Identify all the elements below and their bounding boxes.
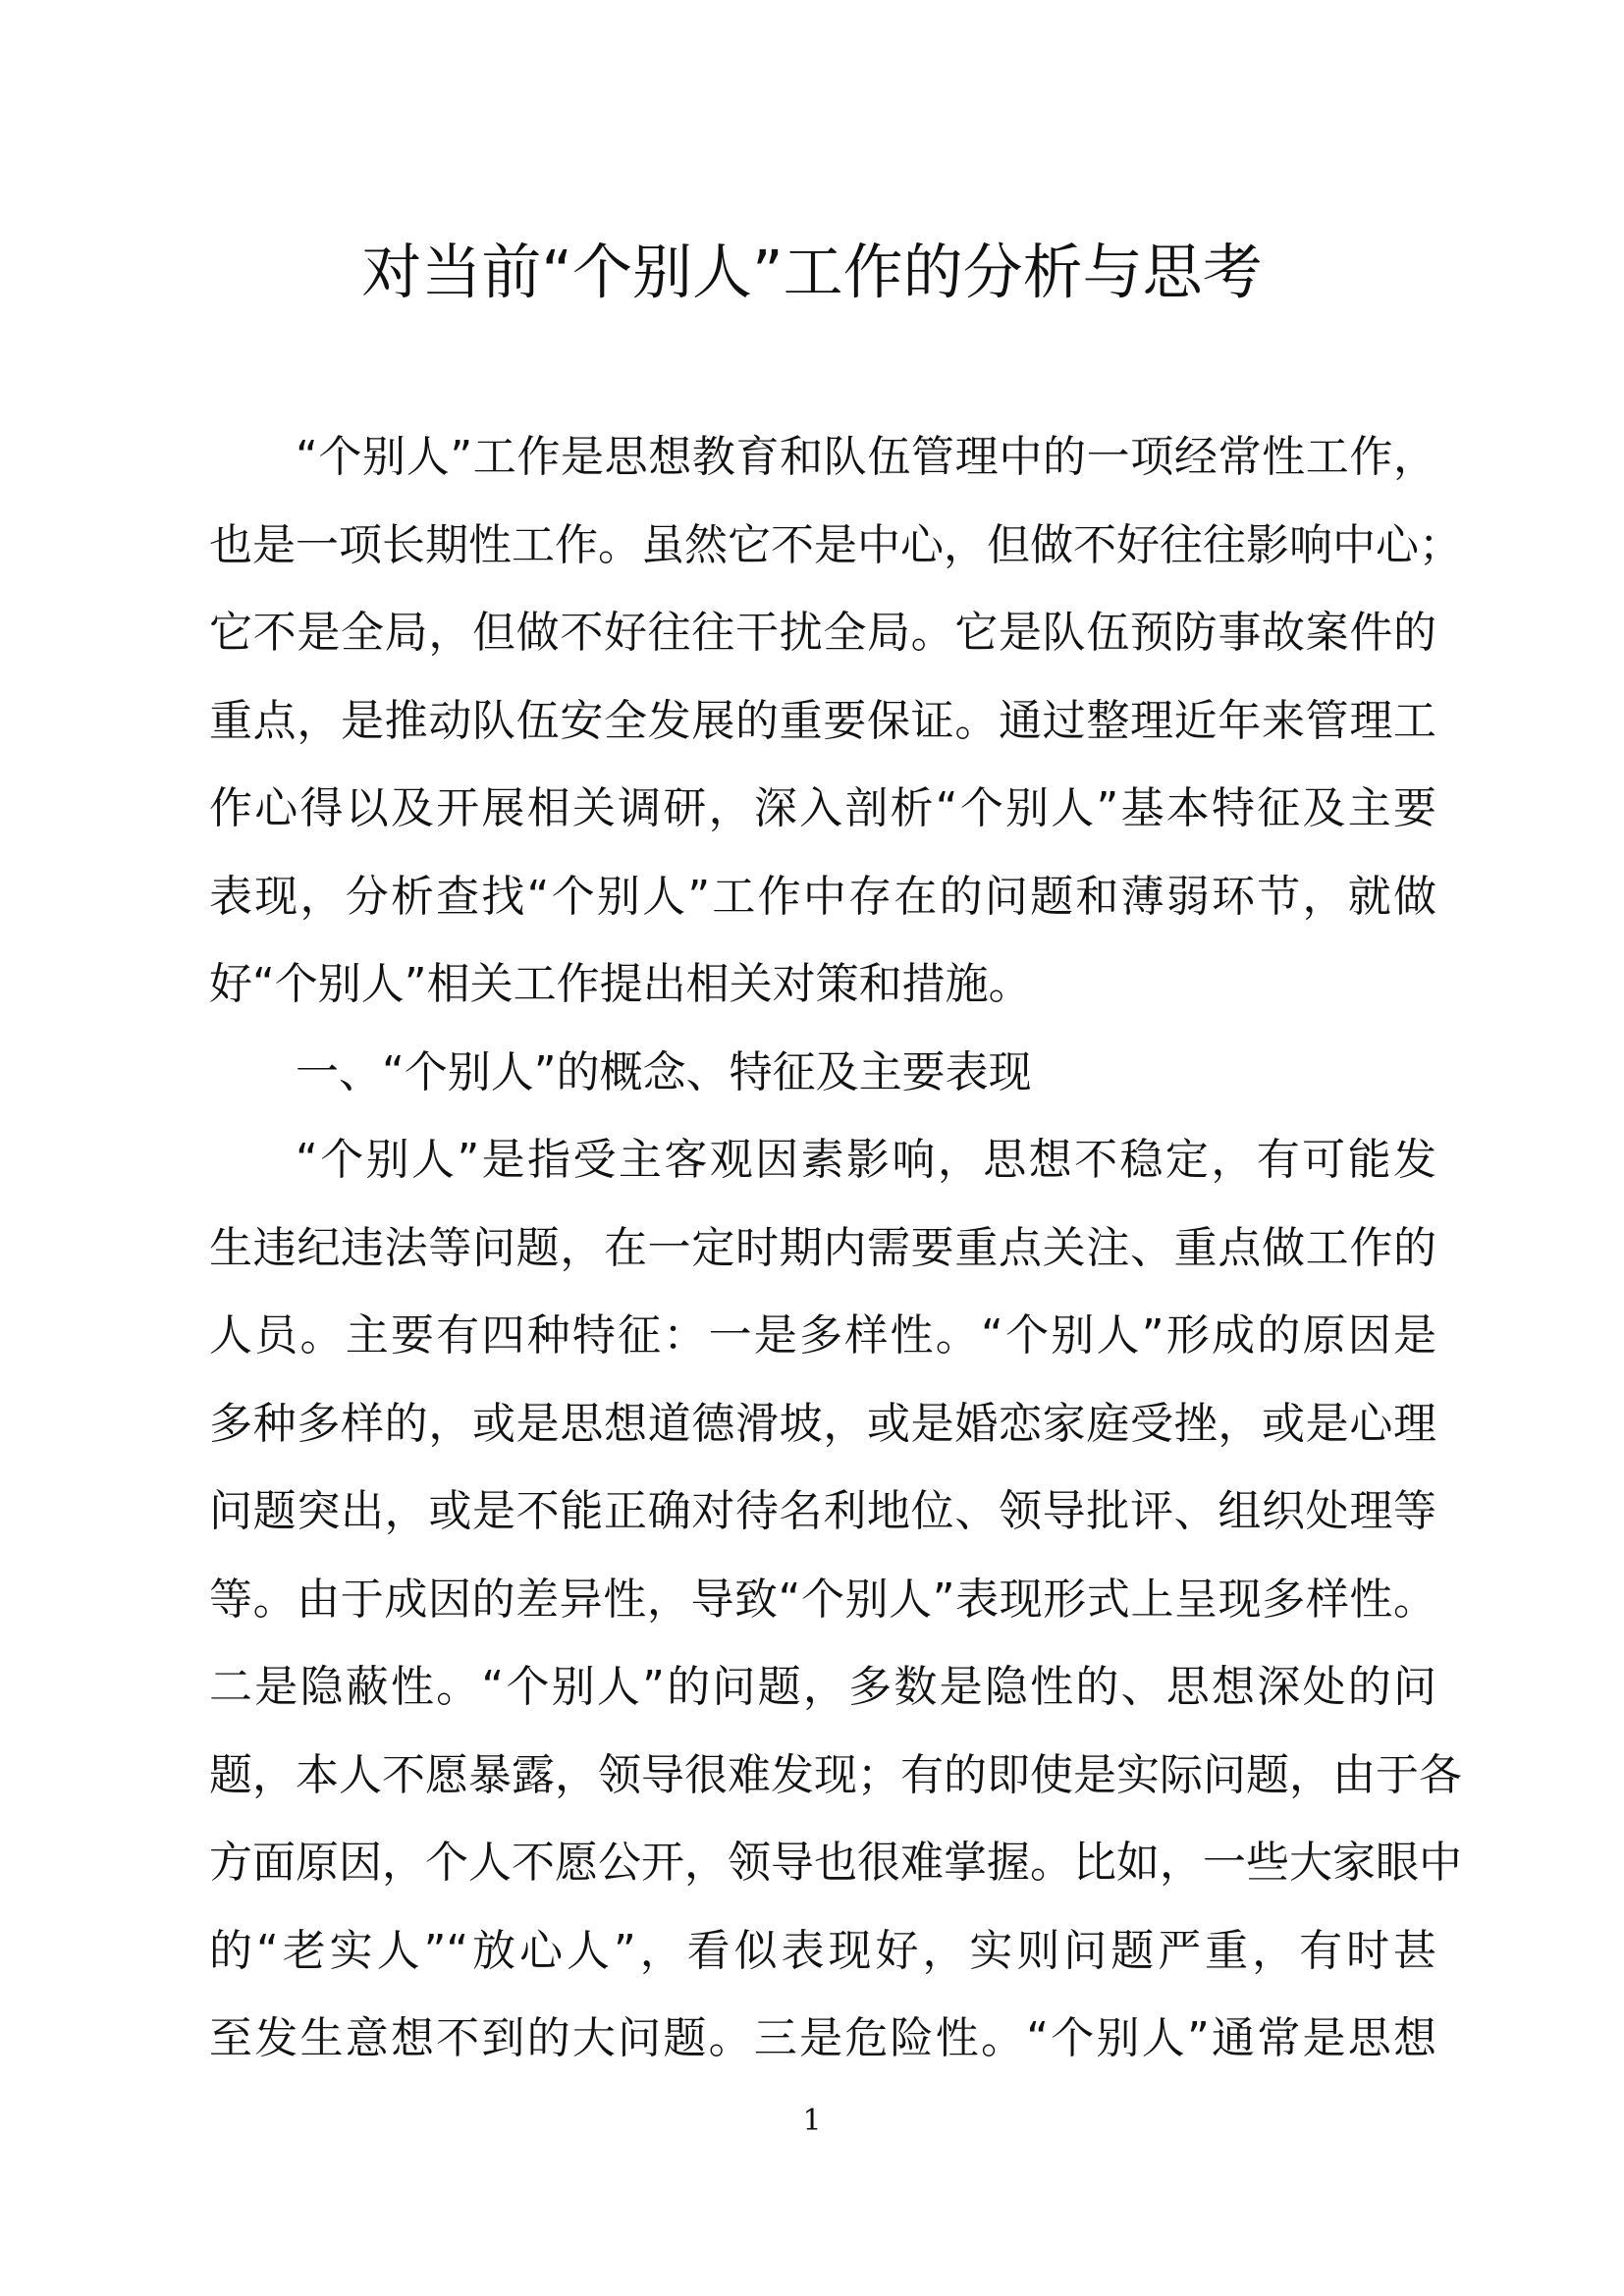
paragraph-2-line-3: 人员。主要有四种特征：一是多样性。“个别人”形成的原因是 (209, 1310, 1436, 1361)
paragraph-2-line-4: 多种多样的，或是思想道德滑坡，或是婚恋家庭受挫，或是心理 (209, 1398, 1436, 1449)
paragraph-1-line-2: 也是一项长期性工作。虽然它不是中心，但做不好往往影响中心； (209, 519, 1462, 570)
paragraph-2-line-1: “个别人”是指受主客观因素影响，思想不稳定，有可能发 (296, 1135, 1436, 1185)
paragraph-2-line-11: 至发生意想不到的大问题。三是危险性。“个别人”通常是思想 (209, 2013, 1436, 2063)
section-heading-1: 一、“个别人”的概念、特征及主要表现 (296, 1046, 1032, 1097)
document-body (209, 413, 1462, 2083)
page-number: 1 (802, 2104, 822, 2138)
paragraph-2-line-7: 二是隐蔽性。“个别人”的问题，多数是隐性的、思想深处的问 (209, 1662, 1436, 1712)
paragraph-1-line-4: 重点，是推动队伍安全发展的重要保证。通过整理近年来管理工 (209, 695, 1436, 746)
paragraph-2-line-9: 方面原因，个人不愿公开，领导也很难掌握。比如，一些大家眼中 (209, 1838, 1462, 1888)
paragraph-1-line-7: 好“个别人”相关工作提出相关对策和措施。 (209, 959, 1032, 1009)
paragraph-1-line-6: 表现，分析查找“个别人”工作中存在的问题和薄弱环节，就做 (209, 871, 1436, 922)
paragraph-2-line-5: 问题突出，或是不能正确对待名利地位、领导批评、组织处理等 (209, 1486, 1436, 1536)
paragraph-2-line-8: 题，本人不愿暴露，领导很难发现；有的即使是实际问题，由于各 (209, 1749, 1462, 1800)
document-title: 对当前“个别人”工作的分析与思考 (361, 238, 1263, 307)
paragraph-2-line-2: 生违纪违法等问题，在一定时期内需要重点关注、重点做工作的 (209, 1222, 1436, 1273)
paragraph-1-line-1: “个别人”工作是思想教育和队伍管理中的一项经常性工作， (296, 432, 1436, 482)
paragraph-1-line-3: 它不是全局，但做不好往往干扰全局。它是队伍预防事故案件的 (209, 608, 1436, 658)
paragraph-2-line-6: 等。由于成因的差异性，导致“个别人”表现形式上呈现多样性。 (209, 1574, 1436, 1625)
paragraph-1-line-5: 作心得以及开展相关调研，深入剖析“个别人”基本特征及主要 (209, 783, 1436, 833)
paragraph-2-line-10: 的“老实人”“放心人”，看似表现好，实则问题严重，有时甚 (209, 1925, 1436, 1976)
